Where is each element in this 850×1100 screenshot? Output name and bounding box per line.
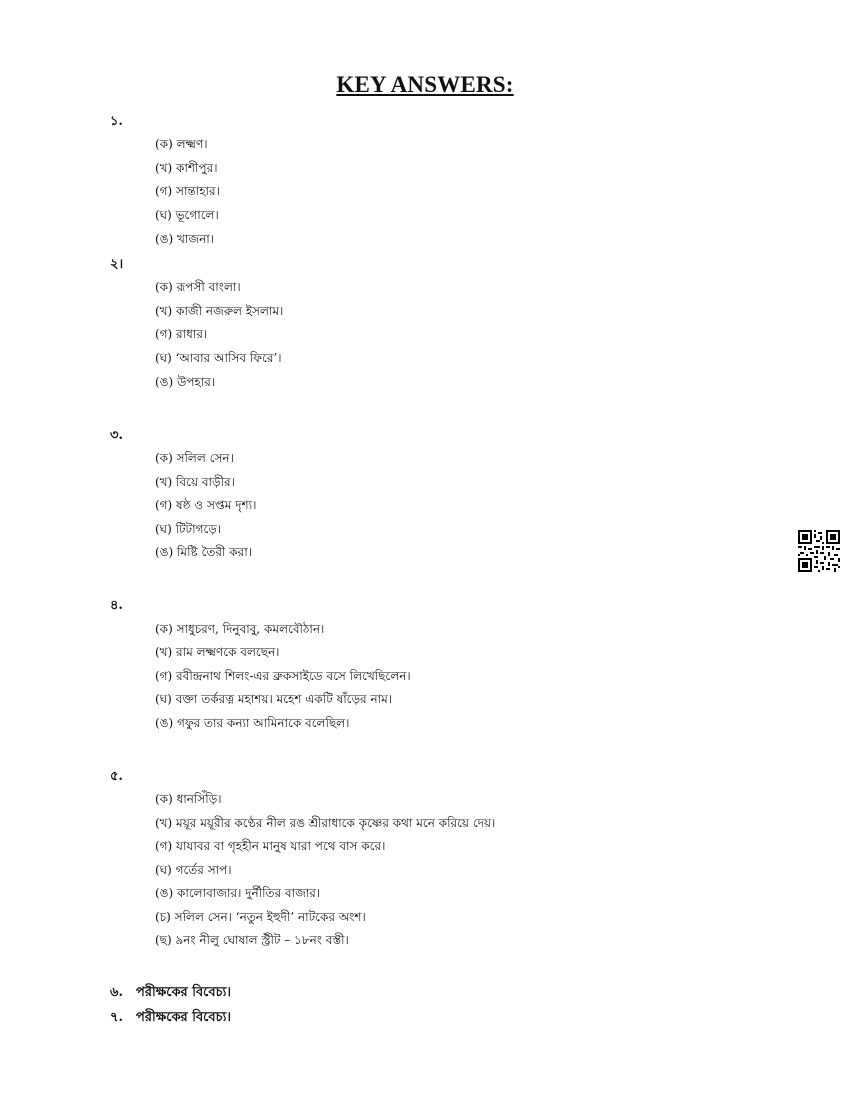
section-5-answer-umo: (ঙ) কালোবাজার। দুর্নীতির বাজার।	[155, 886, 321, 900]
section-3-answer-gha: (ঘ) টিটাগড়ে।	[155, 522, 222, 536]
section-1-answer-ga: (গ) সান্তাহার।	[155, 184, 220, 198]
section-2-answer-ga: (গ) রাধার।	[155, 327, 208, 341]
qr-code-icon	[798, 530, 840, 572]
section-1-answer-umo: (ঙ) খাজনা।	[155, 232, 215, 246]
section-4-answer-umo: (ঙ) গফুর তার কন্যা আমিনাকে বলেছিল।	[155, 716, 350, 730]
section-3-answer-ka: (ক) সলিল সেন।	[155, 451, 234, 465]
section-4-answer-ga: (গ) রবীন্দ্রনাথ শিলং-এর ব্রুকসাইডে বসে লিখেছিলেন।	[155, 669, 411, 683]
final-item-7-number: ৭.	[110, 1010, 123, 1025]
section-5-answer-cha: (চ) সলিল সেন। ‘নতুন ইহুদী’ নাটকের অংশ।	[155, 910, 366, 924]
section-2-answer-umo: (ঙ) উপহার।	[155, 375, 216, 389]
section-1-answer-ka: (ক) লক্ষ্মণ।	[155, 137, 208, 151]
section-1-answer-kha: (খ) কাশীপুর।	[155, 161, 218, 175]
section-1-number: ১.	[110, 114, 123, 129]
section-5-answer-kha: (খ) ময়ূর ময়ূরীর কণ্ঠের নীল রঙ শ্রীরাধাকে কৃষ্ণের কথা মনে করিয়ে দেয়।	[155, 816, 496, 830]
section-2-answer-kha: (খ) কাজী নজরুল ইসলাম।	[155, 304, 284, 318]
final-item-7	[110, 1008, 231, 1029]
section-5-answer-ka: (ক) ধানসিঁড়ি।	[155, 792, 222, 806]
final-item-7-text: পরীক্ষকের বিবেচ্য।	[136, 1010, 232, 1025]
section-1-answer-gha: (ঘ) ভূগোলে।	[155, 208, 219, 222]
section-3-answer-kha: (খ) বিয়ে বাড়ীর।	[155, 475, 235, 489]
final-item-6-number: ৬.	[110, 985, 123, 1000]
section-5-answer-gha: (ঘ) গর্তের সাপ।	[155, 863, 232, 877]
section-4-number: ৪.	[110, 598, 123, 613]
section-3-number: ৩.	[110, 428, 123, 443]
section-2-answer-gha: (ঘ) ‘আবার আসিব ফিরে’।	[155, 351, 282, 365]
section-3-answer-umo: (ঙ) মিষ্টি তৈরী করা।	[155, 545, 252, 559]
page-title: KEY ANSWERS:	[336, 72, 514, 97]
section-4-answer-kha: (খ) রাম লক্ষ্মণকে বলছেন।	[155, 645, 280, 659]
section-4-answer-ka: (ক) সাধুচরণ, দিনুবাবু, কমলবৌঠান।	[155, 622, 325, 636]
section-5-answer-chha: (ছ) ৯নং নীলু ঘোষাল স্ট্রীট – ১৮নং বস্তী।	[155, 933, 349, 947]
section-2-answer-ka: (ক) রূপসী বাংলা।	[155, 280, 241, 294]
section-5-answer-ga: (গ) যাযাবর বা গৃহহীন মানুষ যারা পথে বাস করে।	[155, 839, 386, 853]
section-3-answer-ga: (গ) ষষ্ঠ ও সপ্তম দৃশ্য।	[155, 498, 257, 512]
final-item-6-text: পরীক্ষকের বিবেচ্য।	[136, 985, 232, 1000]
section-2-number: ২।	[110, 257, 124, 272]
section-5-number: ৫.	[110, 769, 123, 784]
section-4-answer-gha: (ঘ) বক্তা তর্করত্ন মহাশয়। মহেশ একটি ষাঁড়ের নাম।	[155, 692, 393, 706]
final-item-6	[110, 983, 231, 1004]
